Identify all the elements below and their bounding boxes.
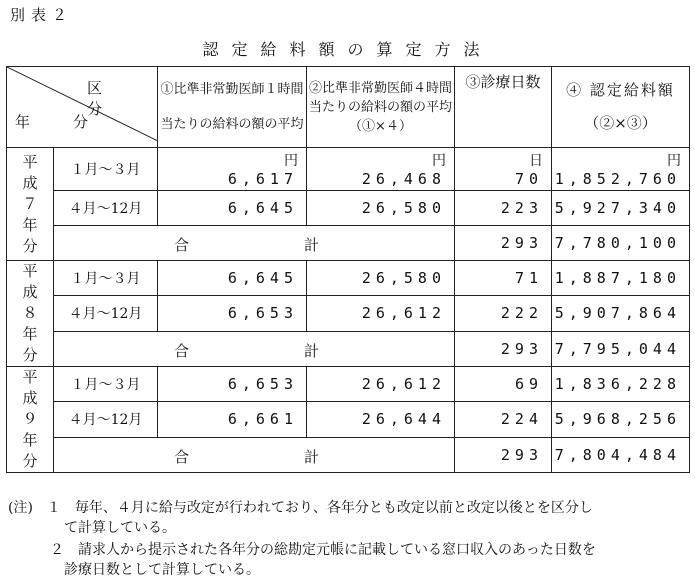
col4-cell: 1,887,180 xyxy=(552,261,690,296)
col4-cell: 1,836,228 xyxy=(552,367,690,402)
total-label-left: 合 xyxy=(174,236,190,254)
period-cell: ４月～12月 xyxy=(54,191,158,226)
header-col4-line1: ④ 認定給料額 xyxy=(566,81,675,99)
total-label-left: 合 xyxy=(174,447,190,466)
header-col4 xyxy=(552,67,690,148)
col1-cell: 6,661 xyxy=(158,402,307,437)
note-2-cont: 診療日数として計算している。 xyxy=(64,562,260,578)
unit-yen: 円 xyxy=(432,153,446,169)
unit-day: 日 xyxy=(529,153,543,169)
header-col2-line3: （①×４） xyxy=(349,118,412,134)
unit-yen: 円 xyxy=(284,153,298,169)
period-cell: １月～３月 xyxy=(54,367,158,402)
col4-cell: 5,927,340 xyxy=(552,191,690,226)
total-row xyxy=(7,226,690,261)
col4-cell: 5,968,256 xyxy=(552,402,690,437)
header-row xyxy=(7,67,690,148)
header-col2-line2: 当たりの給料の額の平均 xyxy=(308,99,452,115)
total-label xyxy=(54,437,455,472)
total-label-right: 計 xyxy=(304,447,320,466)
appendix-label: 別表２ xyxy=(10,6,74,24)
note-1-cont: て計算している。 xyxy=(64,520,176,536)
table-row xyxy=(7,148,690,191)
year-cell: 平成８年分 xyxy=(7,261,54,367)
total-label-right: 計 xyxy=(304,236,320,254)
period-cell: ４月～12月 xyxy=(54,402,158,437)
col3-cell: 222 xyxy=(455,296,552,331)
table-row xyxy=(7,402,690,437)
total-col4-cell: 7,804,484 xyxy=(552,437,690,472)
header-col1 xyxy=(158,67,307,148)
header-col4-line2: （②×③） xyxy=(584,114,657,132)
total-label-right: 計 xyxy=(304,341,320,360)
table-row xyxy=(7,367,690,402)
col3-cell: 71 xyxy=(455,261,552,296)
period-cell: １月～３月 xyxy=(54,148,158,191)
header-kubun: 区 分 xyxy=(87,79,146,118)
col3-cell: 日 70 xyxy=(455,148,552,191)
col1-cell: 円 6,617 xyxy=(158,148,307,191)
period-cell: ４月～12月 xyxy=(54,296,158,331)
total-col3-cell: 293 xyxy=(455,331,552,366)
header-col1-line2: 当たりの給料の額の平均 xyxy=(160,117,304,132)
col1-cell: 6,645 xyxy=(158,261,307,296)
total-row xyxy=(7,331,690,366)
note-2: ２ 請求人から提示された各年分の総勘定元帳に記載している窓口収入のあった日数を xyxy=(50,542,596,558)
header-col2 xyxy=(307,67,455,148)
total-label xyxy=(54,226,455,261)
header-corner xyxy=(7,67,158,148)
period-cell: １月～３月 xyxy=(54,261,158,296)
header-col1-line1: ①比準非常勤医師１時間 xyxy=(160,82,304,97)
total-label-left: 合 xyxy=(174,341,190,360)
col4-cell: 5,907,864 xyxy=(552,296,690,331)
table-row xyxy=(7,261,690,296)
total-row xyxy=(7,437,690,472)
header-col3: ③診療日数 xyxy=(455,67,552,148)
total-col4-cell: 7,780,100 xyxy=(552,226,690,261)
col3-cell: 223 xyxy=(455,191,552,226)
col2-cell: 26,580 xyxy=(307,261,455,296)
header-col2-line1: ②比準非常勤医師４時間 xyxy=(308,80,452,96)
page-title: 認定給料額の算定方法 xyxy=(202,40,493,59)
year-cell: 平成７年分 xyxy=(7,148,54,261)
col3-cell: 224 xyxy=(455,402,552,437)
col1-cell: 6,653 xyxy=(158,367,307,402)
total-label xyxy=(54,331,455,366)
salary-table xyxy=(6,66,690,473)
col2-cell: 26,612 xyxy=(307,367,455,402)
total-col4-cell: 7,795,044 xyxy=(552,331,690,366)
col4-cell: 円 1,852,760 xyxy=(552,148,690,191)
header-nen: 年 分 xyxy=(15,113,103,131)
total-col3-cell: 293 xyxy=(455,226,552,261)
note-1: (注) １ 毎年、４月に給与改定が行われており、各年分とも改定以前と改定以後とを区分し xyxy=(8,500,593,516)
col2-cell: 26,644 xyxy=(307,402,455,437)
total-col3-cell: 293 xyxy=(455,437,552,472)
col1-cell: 6,653 xyxy=(158,296,307,331)
col2-cell: 26,612 xyxy=(307,296,455,331)
col1-cell: 6,645 xyxy=(158,191,307,226)
col3-cell: 69 xyxy=(455,367,552,402)
col2-cell: 26,580 xyxy=(307,191,455,226)
col2-cell: 円 26,468 xyxy=(307,148,455,191)
table-row xyxy=(7,296,690,331)
year-cell: 平成９年分 xyxy=(7,367,54,473)
unit-yen: 円 xyxy=(667,153,681,169)
table-row xyxy=(7,191,690,226)
